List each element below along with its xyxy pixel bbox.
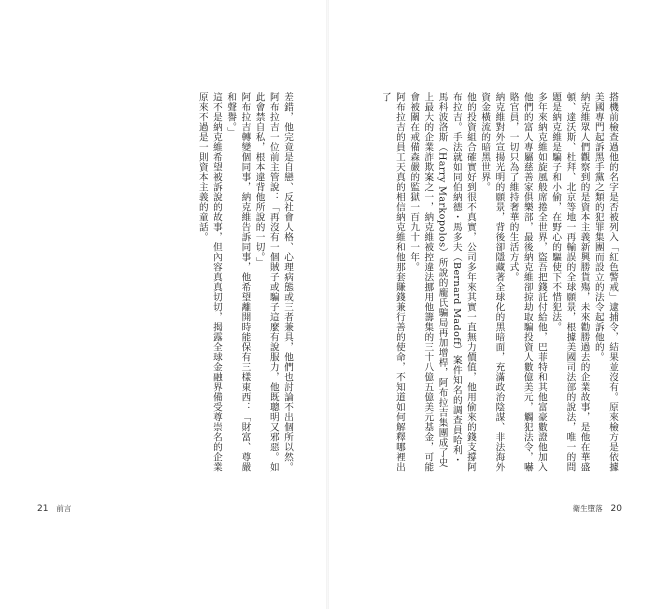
paragraph: 多年來納克維如旋風般席捲全世界，盜吾把錢託付給他，巴菲特和其他富豪數證他加入他們的富人專屬慈善家俱樂部，最後納克維卻掠劫取騙投資人數億美元，觸犯法令，嚇賂官員，一切只為了維持奢華的生活方式。 (507, 92, 547, 472)
right-page-body (371, 92, 619, 472)
running-head: 前言 (56, 504, 72, 513)
paragraph: 阿布拉吉一位前主管說：「再沒有一個賊子或騙子這麼有說服力，他既聰明又邪惡。如此會禁自私，根本違背他所說的一切。」 (253, 92, 279, 472)
paragraph: 納克維對外宣揚光明的願景，背後卻隱藏著全球化的黑暗面，充滿政治陰謀、非法海外資金橫流的暗黑世界。 (479, 92, 505, 472)
right-page-footer (573, 503, 627, 514)
running-head: 衛生墮落 (572, 504, 603, 513)
paragraph: 他的投資組合確實好到很不真實，公司多年來其實一直無力價值，他用偷來的錢支撐阿布拉吉。手法就如同伯納德・馬多夫（Bernard Madoff）案件知名的調查員哈利・馬科波洛斯（Harry Markopolos）所說的龐氏騙局再加增桿，阿布拉吉集團成了史上最大的企業詐欺案之一，納克維被控違法挪用他籌集的三十八億五億美元基金，可能會被關在戒備森嚴的監獄一百九十一年。 (408, 92, 476, 472)
paragraph: 阿布拉吉的員工天真的相信納克維和他那套賺錢兼行善的使命，不知道如何解釋哪裡出了 (379, 92, 405, 472)
page-number: 21 (37, 504, 49, 514)
left-page-footer (32, 503, 71, 514)
page-number: 20 (610, 504, 622, 514)
book-gutter (326, 0, 329, 609)
left-page-body (136, 92, 294, 472)
paragraph: 搭機前檢查過他的名字是否被列入「紅色警戒」逮捕令，結果並沒有。原來檢方是依據美國專門起訴黑手黨之類的犯罪集團而設立的法令起訴他的。 (592, 92, 618, 472)
paragraph: 這不是納克維希望被訴說的故事，但內容真真切切，揭露全球金融界備受尊崇名的企業原來不過是一則資本主義的童話。 (196, 92, 222, 472)
paragraph: 納克維眾人們觀察到的是資本主義新興勝貨殤，未來勸勝過去的企業故事，是他在華盛頓、達沃斯、杜拜、北京等地一再輸誤的全球願景，根據美國司法部的說法，唯一的問題是納克維是騙子和小偷，在野心的驅使下不惜犯法。 (550, 92, 590, 472)
paragraph: 阿布拉吉轉變個同事，納克維告訴同事，他希望離開時能保有三樣東西：「財富、尊嚴和聲譽。」 (225, 92, 251, 472)
paragraph: 差錯，他完竟是自戀、反社會人格、心理病態或三者兼具，他們也討論不出個所以然。 (282, 92, 293, 472)
